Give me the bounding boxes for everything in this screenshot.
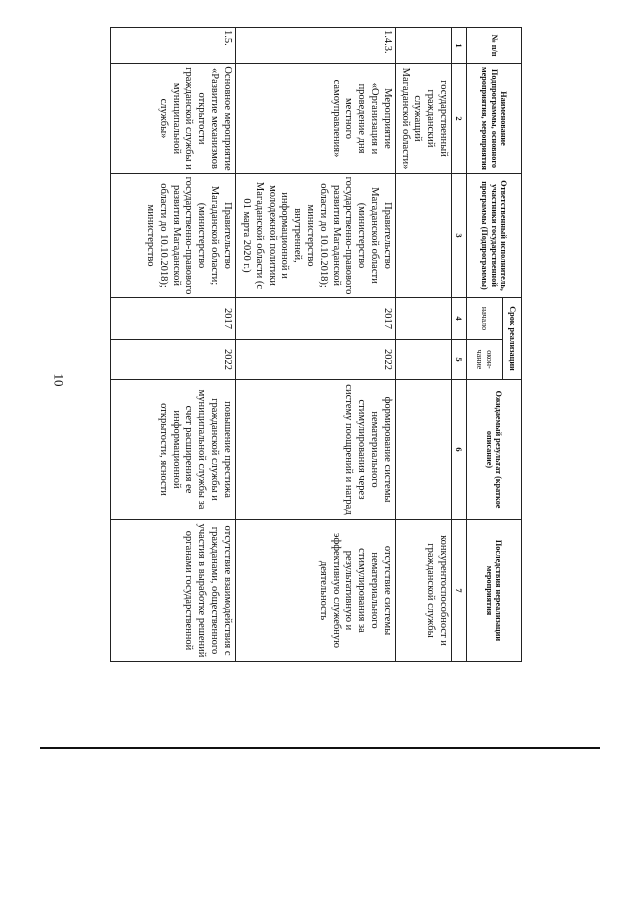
column-number: 7 xyxy=(451,520,466,662)
column-number: 5 xyxy=(451,340,466,380)
table-row xyxy=(395,28,451,662)
row-executor: Правительство Магаданской области (министерство государственно-правового развития Магаданской области до 10.10.2018); министерство внутренней, информационной и молодежной политики Магаданской области (с 01 марта 2020 г.) xyxy=(235,174,395,298)
header-end: окон-чание xyxy=(466,340,502,380)
row-name: Основное мероприятие «Развитие механизмов открытости гражданской службы и муниципальной службы» xyxy=(111,64,236,174)
page-number: 10 xyxy=(51,373,67,387)
row-consequences: конкурентоспособност и гражданской службы xyxy=(395,520,451,662)
column-number: 3 xyxy=(451,174,466,298)
row-num xyxy=(395,28,451,64)
column-number-row xyxy=(451,28,466,662)
row-start xyxy=(395,298,451,340)
rotated-table-container xyxy=(110,27,522,661)
row-name: государственный гражданский служащий Магаданской области» xyxy=(395,64,451,174)
column-number: 2 xyxy=(451,64,466,174)
page-divider-line xyxy=(40,747,600,749)
column-number: 4 xyxy=(451,298,466,340)
header-term: Срок реализации xyxy=(502,298,521,380)
row-start: 2017 xyxy=(235,298,395,340)
row-num: 1.4.3. xyxy=(235,28,395,64)
program-table xyxy=(110,27,522,662)
row-consequences: отсутствие взаимодействия с гражданами, общественного участия в выработке решений органами государственной xyxy=(111,520,236,662)
header-result: Ожидаемый результат (краткое описание) xyxy=(466,380,521,520)
column-number: 1 xyxy=(451,28,466,64)
row-end: 2022 xyxy=(111,340,236,380)
row-executor: Правительство Магаданской области; (министерство государственно-правового развития Магаданской области до 10.10.2018); министерство xyxy=(111,174,236,298)
row-name: Мероприятие «Организация и проведение дня местного самоуправления» xyxy=(235,64,395,174)
row-end: 2022 xyxy=(235,340,395,380)
header-consequences: Последствия нереализации мероприятия xyxy=(466,520,521,662)
row-consequences: отсутствие системы нематериального стимулирования за результативную и эффективную служебную деятельность xyxy=(235,520,395,662)
row-executor xyxy=(395,174,451,298)
row-start: 2017 xyxy=(111,298,236,340)
row-num: 1.5. xyxy=(111,28,236,64)
row-result: формирование системы нематериального стимулирования через систему поощрений и наград xyxy=(235,380,395,520)
table-row xyxy=(111,28,236,662)
header-start: начало xyxy=(466,298,502,340)
header-name: Наименование Подпрограммы, основного мероприятия, мероприятия xyxy=(466,64,521,174)
row-end xyxy=(395,340,451,380)
row-result: повышение престижа гражданской службы и муниципальной службы за счет расширения ее информационной открытости, ясности xyxy=(111,380,236,520)
column-number: 6 xyxy=(451,380,466,520)
table-row xyxy=(235,28,395,662)
header-executor: Ответственный исполнитель, участники государственной программы (Подпрограммы) xyxy=(466,174,521,298)
header-num: № п/п xyxy=(466,28,521,64)
row-result xyxy=(395,380,451,520)
header-row xyxy=(502,28,521,662)
